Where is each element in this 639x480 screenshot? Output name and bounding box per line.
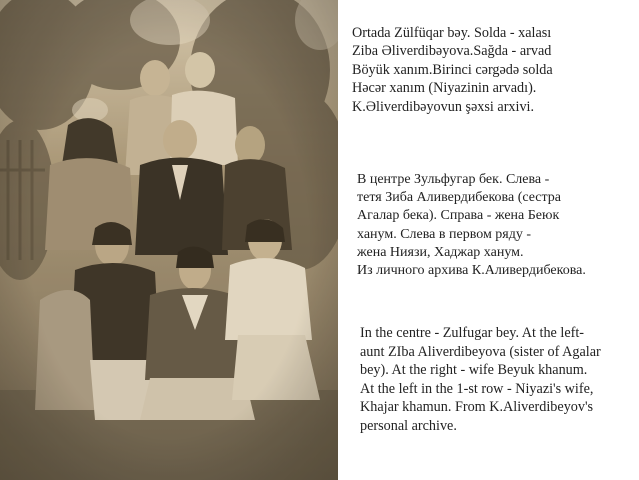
caption-russian: В центре Зульфугар бек. Слева - тетя Зиба Аливердибекова (сестра Агалар бека). Справа - жена Бeюк ханум. Слева в первом ряду - жена Ниязи, Хаджар ханум. Из личного архива К.Аливердибекова. — [357, 172, 586, 279]
caption-azerbaijani: Ortada Zülfüqar bəy. Solda - xalası Ziba Əliverdibəyova.Sağda - arvad Böyük xanım.Birinci cərgədə solda Həcər xanım (Niyazinin arvadı). K.Əliverdibəyovun şəxsi arxivi. — [352, 25, 553, 115]
caption-english: In the centre - Zulfugar bey. At the left- aunt ZIba Aliverdibeyova (sister of Agalar bey). At the right - wife Beyuk khanum. At the left in the 1-st row - Niyazi's wife, Khajar khamun. From K.Aliverdibeyov's personal archive. — [360, 325, 601, 434]
